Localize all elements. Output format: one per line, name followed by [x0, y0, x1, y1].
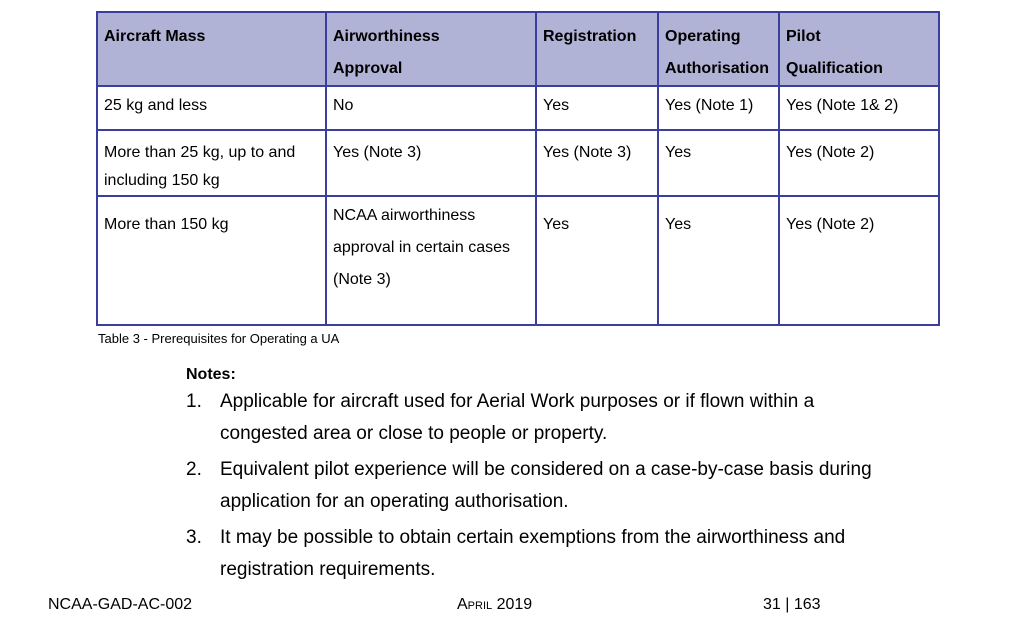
table-cell: Yes (Note 2)	[779, 130, 939, 196]
note-number: 1.	[186, 391, 202, 412]
table-cell: Yes (Note 1& 2)	[779, 86, 939, 130]
table-cell: More than 150 kg	[97, 196, 326, 325]
note-number: 3.	[186, 527, 202, 548]
header-aircraft-mass: Aircraft Mass	[97, 12, 326, 86]
table-header-row	[97, 12, 939, 86]
list-item	[186, 522, 906, 586]
prerequisites-table	[96, 11, 940, 326]
notes-section	[186, 366, 906, 590]
note-text: Equivalent pilot experience will be considered on a case-by-case basis during application for an operating authorisation.	[220, 459, 872, 512]
table-cell: Yes (Note 1)	[658, 86, 779, 130]
table-cell: Yes	[536, 86, 658, 130]
header-pilot-qualification: Pilot Qualification	[779, 12, 939, 86]
footer-date: April 2019	[457, 596, 533, 613]
note-text: It may be possible to obtain certain exemptions from the airworthiness and registration requirements.	[220, 527, 846, 580]
table-row	[97, 130, 939, 196]
header-operating-authorisation: Operating Authorisation	[658, 12, 779, 86]
table-row	[97, 86, 939, 130]
header-airworthiness-approval: Airworthiness Approval	[326, 12, 536, 86]
footer-document-id: NCAA-GAD-AC-002	[48, 596, 193, 613]
table-cell: Yes	[658, 130, 779, 196]
note-text: Applicable for aircraft used for Aerial Work purposes or if flown within a congested area or close to people or property.	[220, 391, 815, 444]
header-registration: Registration	[536, 12, 658, 86]
notes-title: Notes:	[186, 366, 236, 383]
table-cell: Yes (Note 3)	[536, 130, 658, 196]
table-cell: Yes	[658, 196, 779, 325]
list-item	[186, 454, 906, 518]
table-caption: Table 3 - Prerequisites for Operating a UA	[98, 331, 340, 346]
table-row	[97, 196, 939, 325]
table-cell: No	[326, 86, 536, 130]
list-item	[186, 386, 906, 450]
table-cell: More than 25 kg, up to and including 150 kg	[97, 130, 326, 196]
footer-page-number: 31 | 163	[763, 596, 821, 613]
table-cell: Yes (Note 2)	[779, 196, 939, 325]
table-cell: NCAA airworthiness approval in certain cases (Note 3)	[326, 196, 536, 325]
notes-list	[186, 386, 906, 586]
note-number: 2.	[186, 459, 202, 480]
table-cell: Yes	[536, 196, 658, 325]
table-cell: Yes (Note 3)	[326, 130, 536, 196]
table-cell: 25 kg and less	[97, 86, 326, 130]
